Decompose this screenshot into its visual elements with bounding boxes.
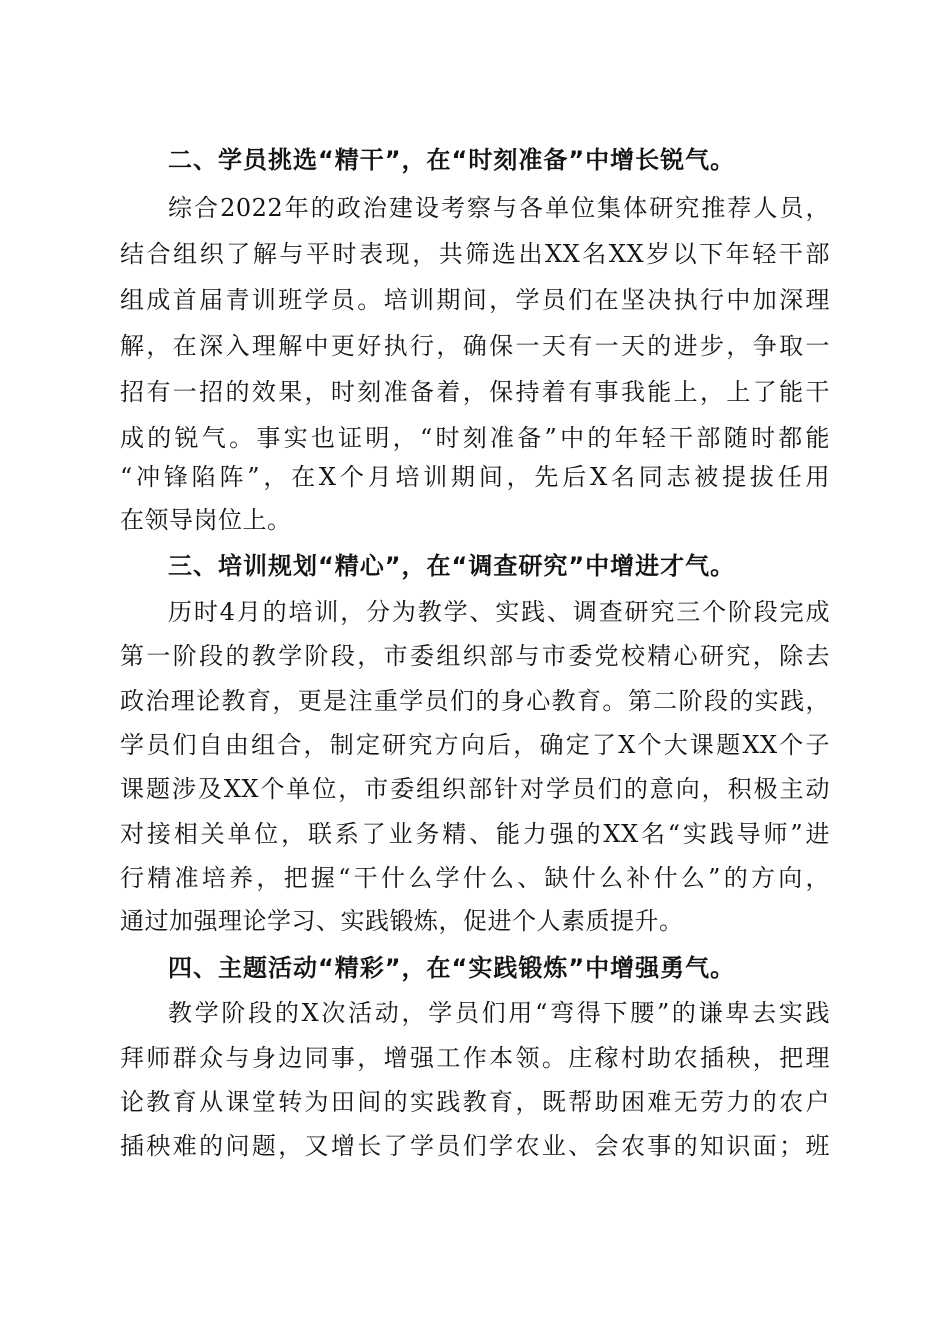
- paragraph-line: 解，在深入理解中更好执行，确保一天有一天的进步，争取一: [120, 332, 830, 360]
- section-heading-2: 二、学员挑选“精干”，在“时刻准备”中增长锐气。: [168, 146, 736, 174]
- paragraph-line: 拜师群众与身边同事，增强工作本领。庄稼村助农插秧，把理: [120, 1044, 830, 1072]
- section-heading-4: 四、主题活动“精彩”，在“实践锻炼”中增强勇气。: [168, 954, 736, 982]
- paragraph-line: 插秧难的问题，又增长了学员们学农业、会农事的知识面；班: [120, 1132, 830, 1160]
- paragraph-line: 综合2022年的政治建设考察与各单位集体研究推荐人员，: [168, 194, 830, 222]
- paragraph-line: 课题涉及XX个单位，市委组织部针对学员们的意向，积极主动: [120, 775, 830, 803]
- paragraph-line: 对接相关单位，联系了业务精、能力强的XX名“实践导师”进: [120, 820, 830, 848]
- paragraph-line: 结合组织了解与平时表现，共筛选出XX名XX岁以下年轻干部: [120, 240, 830, 268]
- paragraph-line: 招有一招的效果，时刻准备着，保持着有事我能上，上了能干: [120, 378, 830, 406]
- paragraph-line: 在领导岗位上。: [120, 506, 292, 534]
- paragraph-line: 组成首届青训班学员。培训期间，学员们在坚决执行中加深理: [120, 286, 830, 314]
- paragraph-line: “冲锋陷阵”，在X个月培训期间，先后X名同志被提拔任用: [120, 463, 830, 491]
- paragraph-line: 成的锐气。事实也证明，“时刻准备”中的年轻干部随时都能: [120, 424, 830, 452]
- paragraph-line: 政治理论教育，更是注重学员们的身心教育。第二阶段的实践，: [120, 687, 830, 715]
- paragraph-line: 通过加强理论学习、实践锻炼，促进个人素质提升。: [120, 907, 684, 935]
- section-heading-3: 三、培训规划“精心”，在“调查研究”中增进才气。: [168, 552, 736, 580]
- paragraph-line: 论教育从课堂转为田间的实践教育，既帮助困难无劳力的农户: [120, 1088, 830, 1116]
- paragraph-line: 教学阶段的X次活动，学员们用“弯得下腰”的谦卑去实践: [168, 999, 830, 1027]
- paragraph-line: 历时4月的培训，分为教学、实践、调查研究三个阶段完成: [168, 598, 830, 626]
- paragraph-line: 学员们自由组合，制定研究方向后，确定了X个大课题XX个子: [120, 731, 830, 759]
- paragraph-line: 第一阶段的教学阶段，市委组织部与市委党校精心研究，除去: [120, 642, 830, 670]
- paragraph-line: 行精准培养，把握“干什么学什么、缺什么补什么”的方向，: [120, 864, 830, 892]
